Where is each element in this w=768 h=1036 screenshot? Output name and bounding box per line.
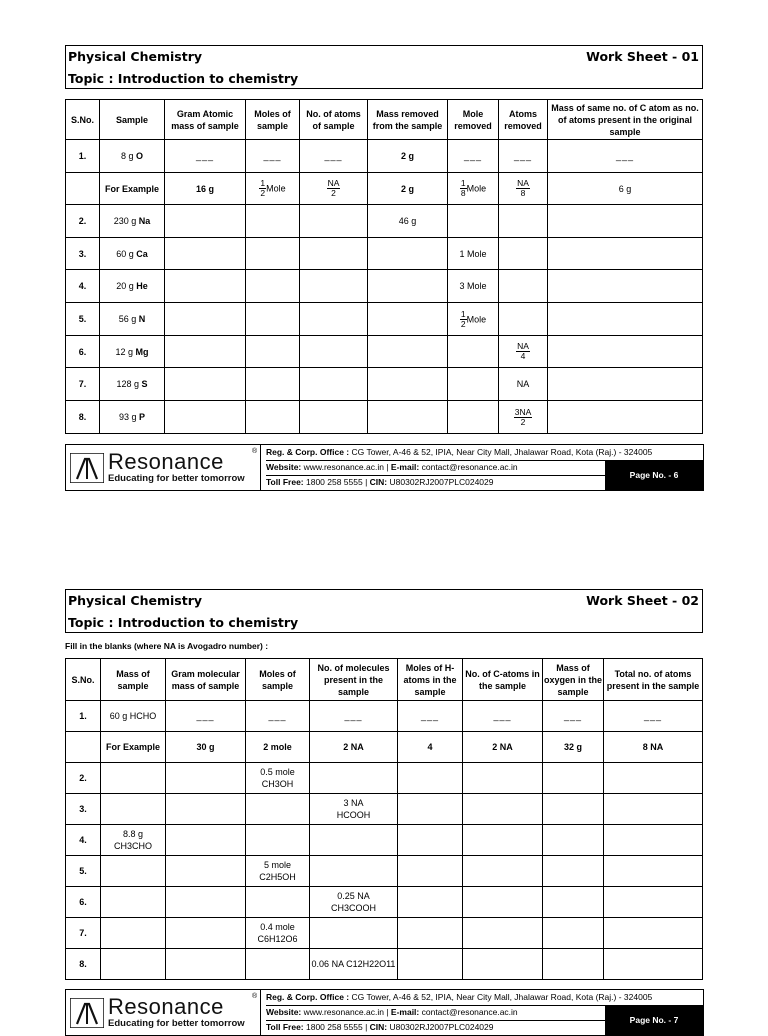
table-row xyxy=(66,270,703,303)
office-address: Reg. & Corp. Office : CG Tower, A-46 & 52, IPIA, Near City Mall, Jhalawar Road, Kota (Raj.) - 324005 xyxy=(266,445,703,461)
atoms-cell: $\frac{NA}{2}$ xyxy=(300,173,368,205)
serial-number: 2. xyxy=(66,205,100,238)
website-email: Website: www.resonance.ac.in | E-mail: contact@resonance.ac.in xyxy=(266,1005,605,1021)
table-row xyxy=(66,303,703,336)
col-header: Mass removed from the sample xyxy=(368,100,448,140)
moles-cell: 5 mole C2H5OH xyxy=(246,856,310,887)
table-row xyxy=(66,856,703,887)
carbon-mass-cell: 6 g xyxy=(548,173,703,205)
col-header: Atoms removed xyxy=(499,100,548,140)
table-row xyxy=(66,368,703,401)
table-row xyxy=(66,205,703,238)
serial-number: 6. xyxy=(66,887,101,918)
col-header: S.No. xyxy=(66,100,100,140)
col-header: No. of atoms of sample xyxy=(300,100,368,140)
blank-cell: ___ xyxy=(463,701,543,732)
mole-removed-cell: 1 Mole xyxy=(448,238,499,270)
serial-number: 2. xyxy=(66,763,101,794)
atoms-removed-cell: $\frac{NA}{8}$ xyxy=(499,173,548,205)
sample-cell: 12 g Mg xyxy=(100,336,165,368)
website-email: Website: www.resonance.ac.in | E-mail: contact@resonance.ac.in xyxy=(266,460,605,476)
molecules-cell: 0.25 NA CH3COOH xyxy=(310,887,398,918)
col-header: Gram molecular mass of sample xyxy=(166,659,246,701)
brand-tagline: Educating for better tomorrow xyxy=(108,1018,245,1029)
brand-tagline: Educating for better tomorrow xyxy=(108,473,245,484)
subject-title: Physical Chemistry xyxy=(68,49,203,64)
table-row xyxy=(66,336,703,368)
empty-cell xyxy=(66,173,100,205)
col-header: No. of molecules present in the sample xyxy=(310,659,398,701)
serial-number: 8. xyxy=(66,401,100,434)
col-header: Mass of same no. of C atom as no. of atoms present in the original sample xyxy=(548,100,703,140)
table-row xyxy=(66,140,703,173)
serial-number: 3. xyxy=(66,794,101,825)
table-header-row xyxy=(66,659,703,701)
serial-number: 4. xyxy=(66,270,100,303)
serial-number: 7. xyxy=(66,918,101,949)
example-row xyxy=(66,173,703,205)
mass-removed-cell: 46 g xyxy=(368,205,448,238)
mass-cell: 8.8 g CH3CHO xyxy=(101,825,166,856)
topic-title: Topic : Introduction to chemistry xyxy=(68,71,299,86)
sample-cell: 128 g S xyxy=(100,368,165,401)
worksheet-2-table xyxy=(65,658,703,980)
table-row xyxy=(66,794,703,825)
col-header: Mass of oxygen in the sample xyxy=(543,659,604,701)
table-row xyxy=(66,949,703,980)
table-row xyxy=(66,763,703,794)
col-header: Mass of sample xyxy=(101,659,166,701)
blank-cell: ___ xyxy=(543,701,604,732)
brand-name: Resonance xyxy=(108,449,224,474)
mass-removed-cell: 2 g xyxy=(368,140,448,173)
blank-cell: ___ xyxy=(499,140,548,173)
atoms-removed-cell: NA xyxy=(499,368,548,401)
col-header: Moles of H-atoms in the sample xyxy=(398,659,463,701)
col-header: Moles of sample xyxy=(246,659,310,701)
col-header: S.No. xyxy=(66,659,101,701)
page-number: Page No. - 6 xyxy=(605,460,703,490)
mass-removed-cell: 2 g xyxy=(368,173,448,205)
moles-cell: 2 mole xyxy=(246,732,310,763)
sample-cell: 230 g Na xyxy=(100,205,165,238)
mole-removed-cell: 3 Mole xyxy=(448,270,499,303)
total-atoms-cell: 8 NA xyxy=(604,732,703,763)
blank-cell: ___ xyxy=(246,701,310,732)
atoms-removed-cell: $\frac{NA}{4}$ xyxy=(499,336,548,368)
topic-title: Topic : Introduction to chemistry xyxy=(68,615,299,630)
registered-mark: ® xyxy=(252,448,258,455)
table-row xyxy=(66,918,703,949)
sample-cell: 8 g O xyxy=(100,140,165,173)
mass-cell: 60 g HCHO xyxy=(101,701,166,732)
sample-cell: 60 g Ca xyxy=(100,238,165,270)
registered-mark: ® xyxy=(252,993,258,1000)
subject-title: Physical Chemistry xyxy=(68,593,203,608)
sample-cell: 93 g P xyxy=(100,401,165,434)
o-mass-cell: 32 g xyxy=(543,732,604,763)
table-row xyxy=(66,238,703,270)
table-header-row xyxy=(66,100,703,140)
example-label: For Example xyxy=(101,732,166,763)
blank-cell: ___ xyxy=(310,701,398,732)
serial-number: 1. xyxy=(66,140,100,173)
brand-name: Resonance xyxy=(108,994,224,1019)
mole-removed-cell: $\frac{1}{2}$ Mole xyxy=(448,303,499,336)
col-header: Sample xyxy=(100,100,165,140)
blank-cell: ___ xyxy=(548,140,703,173)
worksheet-2-header xyxy=(65,589,703,633)
blank-cell: ___ xyxy=(604,701,703,732)
worksheet-number: Work Sheet - 01 xyxy=(586,49,699,64)
serial-number: 6. xyxy=(66,336,100,368)
resonance-logo xyxy=(66,445,261,490)
page-footer xyxy=(65,444,704,491)
example-row xyxy=(66,732,703,763)
col-header: Moles of sample xyxy=(246,100,300,140)
serial-number: 5. xyxy=(66,303,100,336)
h-moles-cell: 4 xyxy=(398,732,463,763)
col-header: Gram Atomic mass of sample xyxy=(165,100,246,140)
page-number: Page No. - 7 xyxy=(605,1005,703,1035)
serial-number: 5. xyxy=(66,856,101,887)
mole-removed-cell: $\frac{1}{8}$ Mole xyxy=(448,173,499,205)
c-atoms-cell: 2 NA xyxy=(463,732,543,763)
serial-number: 3. xyxy=(66,238,100,270)
blank-cell: ___ xyxy=(246,140,300,173)
blank-cell: ___ xyxy=(165,140,246,173)
sample-cell: 20 g He xyxy=(100,270,165,303)
table-row xyxy=(66,825,703,856)
atoms-removed-cell: $\frac{3NA}{2}$ xyxy=(499,401,548,434)
worksheet-number: Work Sheet - 02 xyxy=(586,593,699,608)
col-header: Total no. of atoms present in the sample xyxy=(604,659,703,701)
serial-number: 8. xyxy=(66,949,101,980)
worksheet-1-header xyxy=(65,45,703,89)
logo-mark-icon xyxy=(70,453,104,483)
molecules-cell: 0.06 NA C12H22O11 xyxy=(310,949,398,980)
blank-cell: ___ xyxy=(166,701,246,732)
moles-cell: 0.4 mole C6H12O6 xyxy=(246,918,310,949)
gram-atomic-mass-cell: 16 g xyxy=(165,173,246,205)
col-header: Mole removed xyxy=(448,100,499,140)
blank-cell: ___ xyxy=(448,140,499,173)
molecules-cell: 3 NA HCOOH xyxy=(310,794,398,825)
table-row xyxy=(66,887,703,918)
page-footer xyxy=(65,989,704,1036)
instruction-text: Fill in the blanks (where NA is Avogadro number) : xyxy=(65,641,269,651)
col-header: No. of C-atoms in the sample xyxy=(463,659,543,701)
example-label: For Example xyxy=(100,173,165,205)
tollfree-cin: Toll Free: 1800 258 5555 | CIN: U80302RJ2007PLC024029 xyxy=(266,1022,494,1032)
serial-number: 4. xyxy=(66,825,101,856)
serial-number: 7. xyxy=(66,368,100,401)
serial-number: 1. xyxy=(66,701,101,732)
moles-cell: $\frac{1}{2}$ Mole xyxy=(246,173,300,205)
moles-cell: 0.5 mole CH3OH xyxy=(246,763,310,794)
sample-cell: 56 g N xyxy=(100,303,165,336)
office-address: Reg. & Corp. Office : CG Tower, A-46 & 52, IPIA, Near City Mall, Jhalawar Road, Kota (Raj.) - 324005 xyxy=(266,990,703,1006)
blank-cell: ___ xyxy=(300,140,368,173)
worksheet-1-table xyxy=(65,99,703,434)
table-row xyxy=(66,401,703,434)
molecules-cell: 2 NA xyxy=(310,732,398,763)
table-row xyxy=(66,701,703,732)
resonance-logo xyxy=(66,990,261,1035)
tollfree-cin: Toll Free: 1800 258 5555 | CIN: U80302RJ2007PLC024029 xyxy=(266,477,494,487)
gram-molecular-mass-cell: 30 g xyxy=(166,732,246,763)
blank-cell: ___ xyxy=(398,701,463,732)
